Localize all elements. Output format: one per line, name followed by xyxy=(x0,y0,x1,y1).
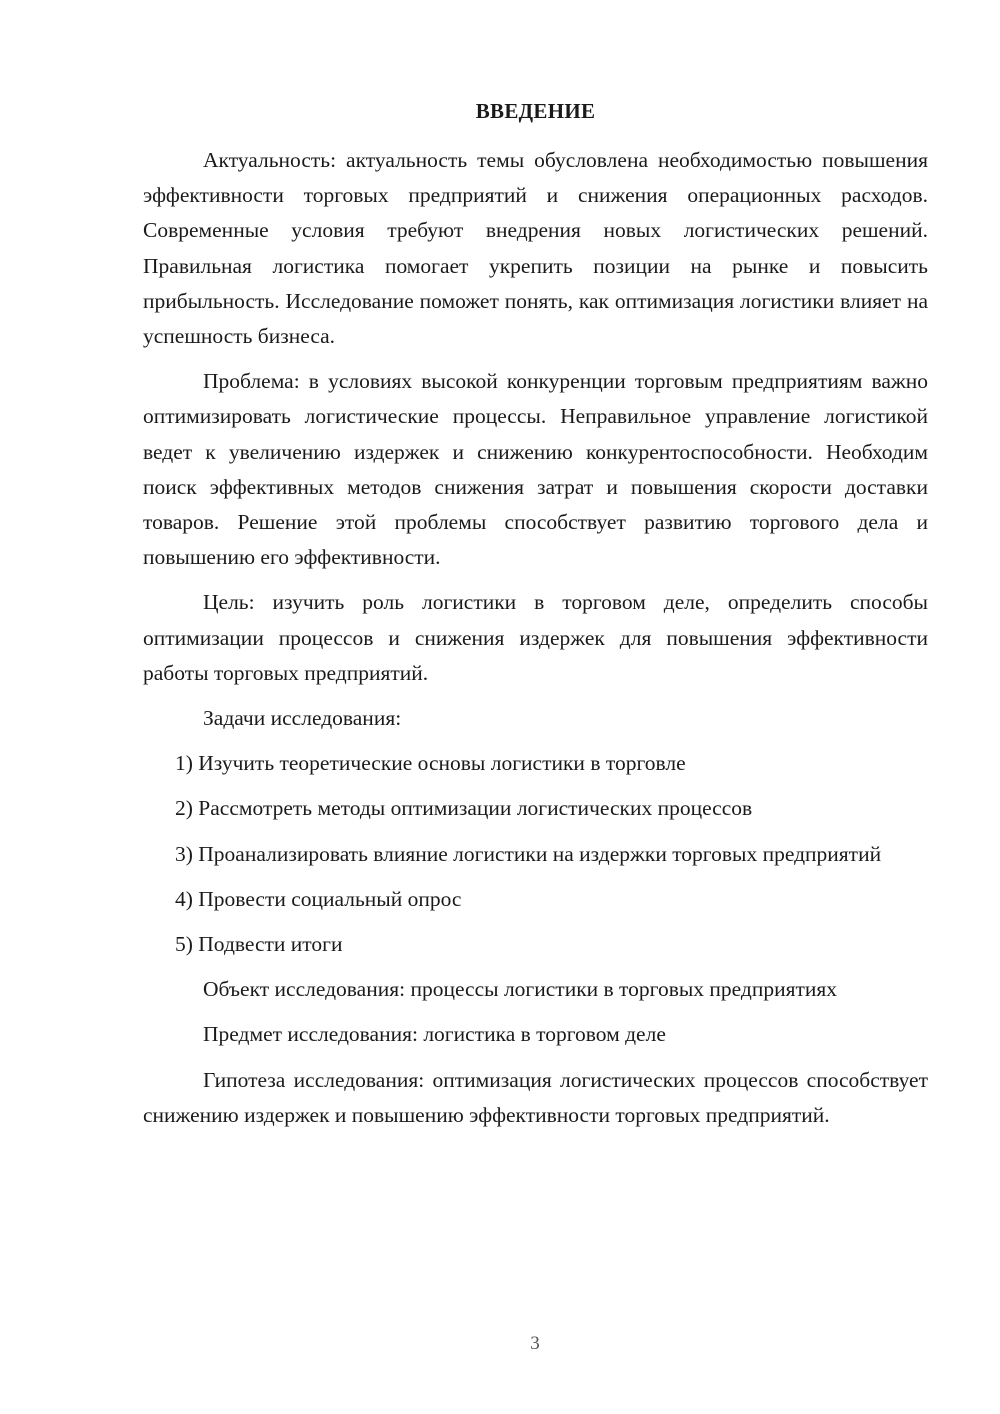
paragraph-tasks-heading: Задачи исследования: xyxy=(203,706,402,731)
list-item: 5) Подвести итоги xyxy=(175,932,343,957)
paragraph-object: Объект исследования: процессы логистики в торговых предприятиях xyxy=(203,977,838,1002)
list-item: 4) Провести социальный опрос xyxy=(175,886,462,911)
page-title: ВВЕДЕНИЕ xyxy=(475,99,596,123)
list-item: 3) Проанализировать влияние логистики на издержки торговых предприятий xyxy=(175,841,882,866)
page-number: 3 xyxy=(530,1333,540,1354)
paragraph-goal: Цель: изучить роль логистики в торговом деле, определить способы оптимизации процессов и снижения издержек для повышения эффективности работы торговых предприятий. xyxy=(143,590,928,685)
paragraph-relevance: Актуальность: актуальность темы обусловлена необходимостью повышения эффективности торговых предприятий и снижения операционных расходов. Современные условия требуют внедрения новых логистических решений. Правильная логистика помогает укрепить позиции на рынке и повысить прибыльность. Исследование поможет понять, как оптимизация логистики влияет на успешность бизнеса. xyxy=(143,148,928,349)
paragraph-hypothesis: Гипотеза исследования: оптимизация логистических процессов способствует снижению издержек и повышению эффективности торговых предприятий. xyxy=(143,1067,928,1127)
paragraph-subject: Предмет исследования: логистика в торговом деле xyxy=(203,1022,666,1047)
paragraph-problem: Проблема: в условиях высокой конкуренции торговым предприятиям важно оптимизировать логистические процессы. Неправильное управление логистикой ведет к увеличению издержек и снижению конкурентоспособности. Необходим поиск эффективных методов снижения затрат и повышения скорости доставки товаров. Решение этой проблемы способствует развитию торгового дела и повышению его эффективности. xyxy=(143,369,928,570)
document-page xyxy=(143,94,928,1143)
list-item: 2) Рассмотреть методы оптимизации логистических процессов xyxy=(175,796,753,821)
list-item: 1) Изучить теоретические основы логистики в торговле xyxy=(175,751,686,776)
